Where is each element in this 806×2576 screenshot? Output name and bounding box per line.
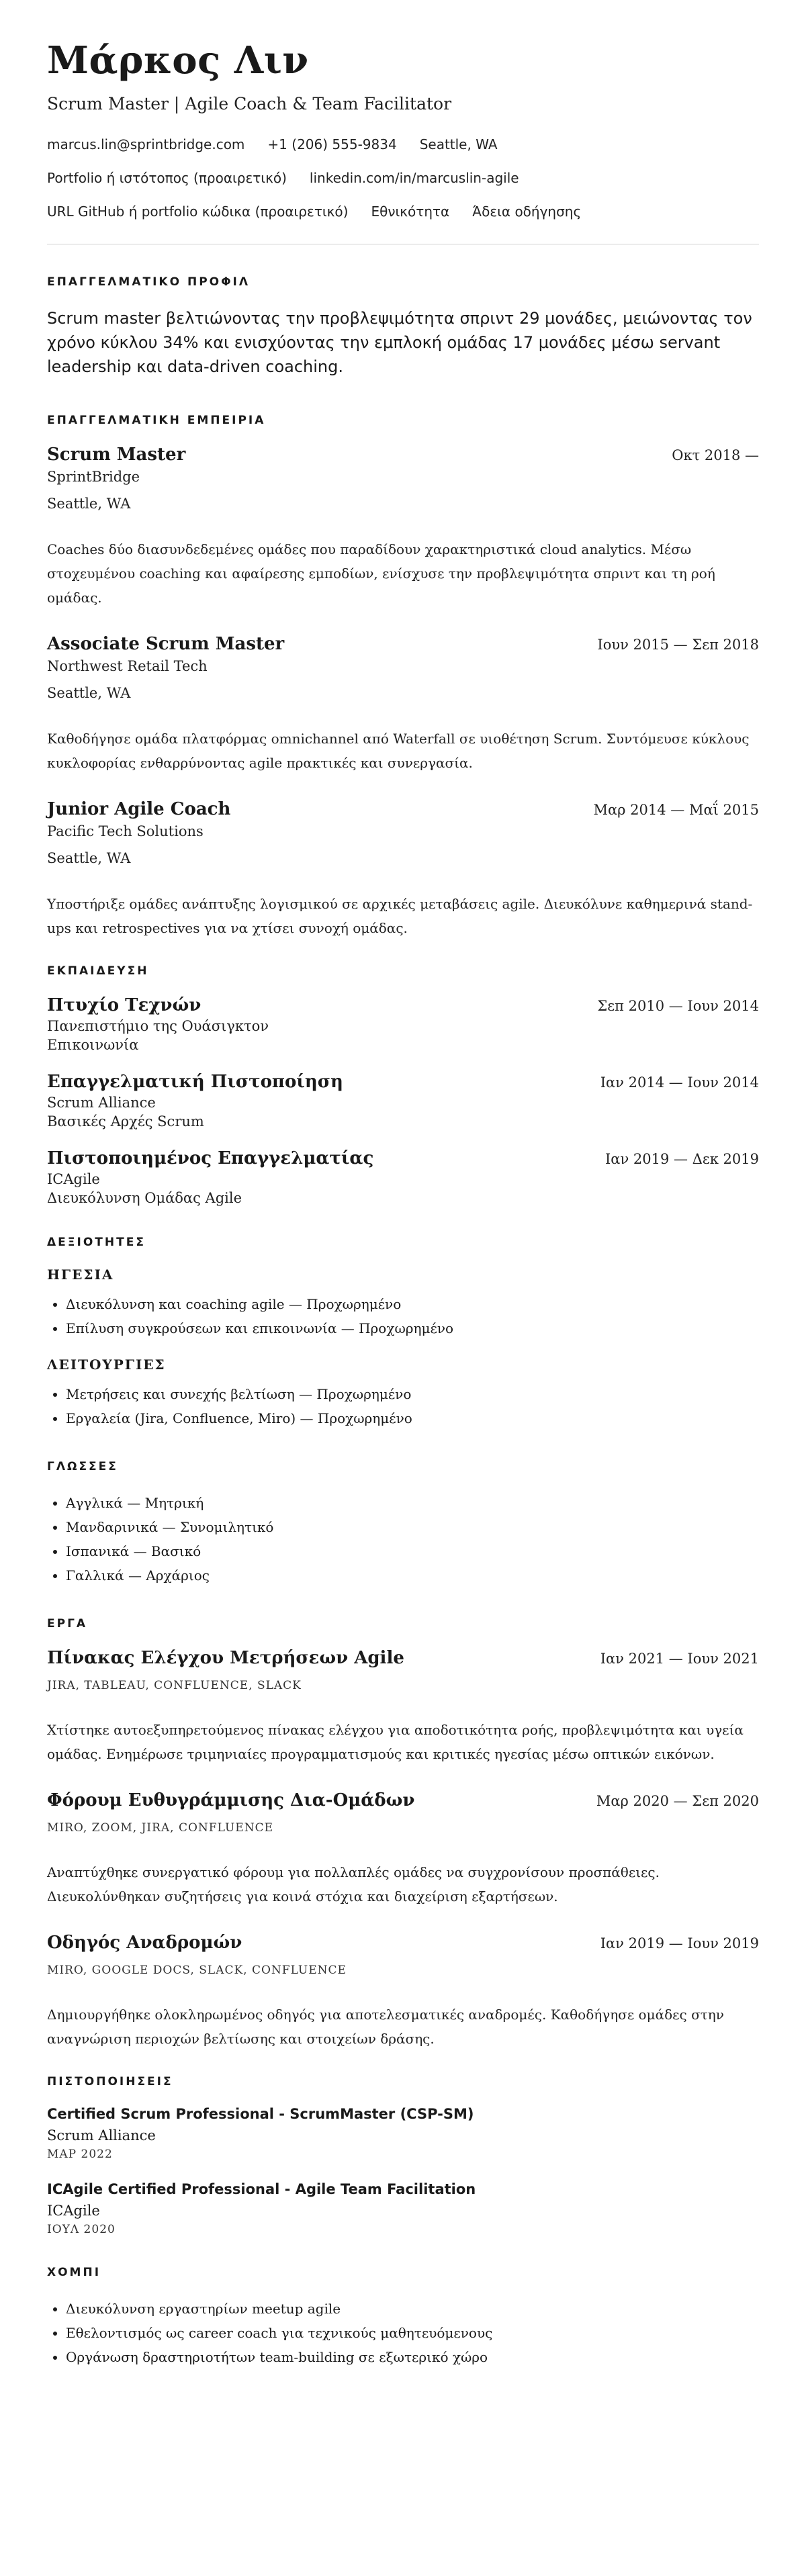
list-item: • Εθελοντισμός ως career coach για τεχνικούς μαθητευόμενους [66,2321,759,2345]
job-title: Associate Scrum Master [47,633,285,654]
skill-group-title: ΗΓΕΣΙΑ [47,1266,114,1283]
degree: Επαγγελματική Πιστοποίηση [47,1071,343,1092]
languages-section [47,1460,759,1588]
education-dates: Ιαν 2014 — Ιουν 2014 [600,1074,759,1091]
project-stack: MIRO, GOOGLE DOCS, SLACK, CONFLUENCE [47,1963,347,1977]
job-location: Seattle, WA [47,849,131,866]
project-description: Δημιουργήθηκε ολοκληρωμένος οδηγός για αποτελεσματικές αναδρομές. Καθοδήγησε ομάδες στην αναγνώριση περιοχών βελτίωσης και στοιχείων δράσης. [47,2006,724,2047]
skills-section [47,1236,759,1430]
section-title: ΕΚΠΑΙΔΕΥΣΗ [47,964,149,978]
certifications-section [47,2075,759,2236]
location: Seattle, WA [419,136,498,152]
project-item [47,1790,759,1908]
list-item: • Οργάνωση δραστηριοτήτων team-building σε εξωτερικό χώρο [66,2345,759,2369]
project-dates: Ιαν 2019 — Ιουν 2019 [600,1935,759,1951]
headline: Scrum Master | Agile Coach & Team Facilitator [47,93,452,113]
education-item [47,995,759,1053]
project-item [47,1933,759,2051]
job-location: Seattle, WA [47,495,131,512]
certification-name: ICAgile Certified Professional - Agile Team Facilitation [47,2180,476,2197]
section-title: ΕΡΓΑ [47,1616,88,1630]
experience-item [47,799,759,940]
education-section [47,964,759,1206]
list-item: • Αγγλικά — Μητρική [66,1491,759,1515]
list-item: • Ισπανικά — Βασικό [66,1539,759,1563]
list-item: • Επίλυση συγκρούσεων και επικοινωνία — Προχωρημένο [66,1316,759,1340]
list-item: • Γαλλικά — Αρχάριος [66,1563,759,1588]
profile-summary: Scrum master βελτιώνοντας την προβλεψιμότητα σπριντ 29 μονάδες, μειώνοντας τον χρόνο κύκλου 34% και ενισχύοντας την εμπλοκή ομάδας 17 μονάδες μέσω servant leadership και data-driven coaching. [47,308,752,376]
project-name: Φόρουμ Ευθυγράμμισης Δια-Ομάδων [47,1790,415,1810]
list-item: • Εργαλεία (Jira, Confluence, Miro) — Προχωρημένο [66,1406,759,1430]
field-of-study: Βασικές Αρχές Scrum [47,1113,204,1130]
project-dates: Ιαν 2021 — Ιουν 2021 [600,1650,759,1667]
job-dates: Μαρ 2014 — Μαΐ 2015 [593,801,759,818]
company: SprintBridge [47,468,140,485]
job-title: Junior Agile Coach [47,798,231,819]
certification-date: ΙΟΥΛ 2020 [47,2222,116,2236]
section-title: ΧΟΜΠΙ [47,2265,101,2279]
hobbies-section [47,2266,759,2369]
project-dates: Μαρ 2020 — Σεπ 2020 [596,1792,759,1809]
skill-list [47,1292,759,1340]
section-title: ΓΛΩΣΣΕΣ [47,1459,118,1473]
education-item [47,1072,759,1130]
linkedin-link[interactable]: linkedin.com/in/marcuslin-agile [309,169,519,186]
candidate-name: Μάρκος Λιν [47,38,309,83]
email-link[interactable]: marcus.lin@sprintbridge.com [47,136,245,152]
experience-item [47,634,759,775]
contact-row-1 [47,136,759,152]
certification-item [47,2106,759,2161]
certification-item [47,2181,759,2236]
profile-section [47,275,759,379]
degree: Πιστοποιημένος Επαγγελματίας [47,1148,374,1168]
contact-row-2 [47,170,759,186]
skill-list [47,1382,759,1430]
github-link[interactable]: URL GitHub ή portfolio κώδικα (προαιρετικό) [47,203,349,220]
nationality: Εθνικότητα [371,203,450,220]
job-description: Coaches δύο διασυνδεδεμένες ομάδες που παραδίδουν χαρακτηριστικά cloud analytics. Μέσω στοχευμένου coaching και αφαίρεσης εμποδίων, ενίσχυσε την προβλεψιμότητα σπριντ και τη ροή ομάδας. [47,541,715,606]
project-name: Οδηγός Αναδρομών [47,1932,242,1953]
degree: Πτυχίο Τεχνών [47,995,202,1015]
hobby-list [47,2297,759,2369]
contact-row-3 [47,203,759,220]
school: Πανεπιστήμιο της Ουάσιγκτον [47,1017,269,1034]
projects-section [47,1617,759,2051]
job-dates: Ιουν 2015 — Σεπ 2018 [597,636,759,653]
section-title: ΕΠΑΓΓΕΛΜΑΤΙΚΟ ΠΡΟΦΙΛ [47,275,251,289]
list-item: • Μετρήσεις και συνεχής βελτίωση — Προχωρημένο [66,1382,759,1406]
section-title: ΠΙΣΤΟΠΟΙΗΣΕΙΣ [47,2074,173,2088]
job-description: Υποστήριξε ομάδες ανάπτυξης λογισμικού σε αρχικές μεταβάσεις agile. Διευκόλυνε καθημερινά stand-ups και retrospectives για να χτίσει συνοχή ομάδας. [47,895,753,936]
list-item: • Μανδαρινικά — Συνομιλητικό [66,1515,759,1539]
field-of-study: Επικοινωνία [47,1036,139,1053]
company: Pacific Tech Solutions [47,823,204,839]
section-title: ΕΠΑΓΓΕΛΜΑΤΙΚΗ ΕΜΠΕΙΡΙΑ [47,413,266,427]
project-item [47,1648,759,1766]
list-item: • Διευκόλυνση και coaching agile — Προχωρημένο [66,1292,759,1316]
education-dates: Ιαν 2019 — Δεκ 2019 [604,1150,759,1167]
driving-license: Άδεια οδήγησης [472,203,582,220]
project-description: Αναπτύχθηκε συνεργατικό φόρουμ για πολλαπλές ομάδες να συγχρονίσουν προσπάθειες. Διευκολύνθηκαν συζητήσεις για κοινά στόχια και διαχείριση εξαρτήσεων. [47,1864,660,1904]
education-item [47,1148,759,1206]
project-stack: MIRO, ZOOM, JIRA, CONFLUENCE [47,1821,273,1835]
resume-header [47,40,759,220]
certification-issuer: Scrum Alliance [47,2127,156,2144]
job-dates: Οκτ 2018 — [672,447,759,463]
experience-section [47,414,759,940]
list-item: • Διευκόλυνση εργαστηρίων meetup agile [66,2297,759,2321]
project-name: Πίνακας Ελέγχου Μετρήσεων Agile [47,1647,404,1668]
field-of-study: Διευκόλυνση Ομάδας Agile [47,1189,242,1206]
job-description: Καθοδήγησε ομάδα πλατφόρμας omnichannel από Waterfall σε υιοθέτηση Scrum. Συντόμευσε κύκλους κυκλοφορίας ενθαρρύνοντας agile πρακτικές και συνεργασία. [47,730,750,771]
project-description: Χτίστηκε αυτοεξυπηρετούμενος πίνακας ελέγχου για αποδοτικότητα ροής, προβλεψιμότητα και υγεία ομάδας. Ενημέρωσε τριμηνιαίες προγραμματισμούς και κριτικές ηγεσίας μέσω οπτικών εικόνων. [47,1721,744,1762]
portfolio-link[interactable]: Portfolio ή ιστότοπος (προαιρετικό) [47,169,287,186]
certification-date: ΜΑΡ 2022 [47,2147,113,2161]
skill-group-title: ΛΕΙΤΟΥΡΓΙΕΣ [47,1356,166,1373]
company: Northwest Retail Tech [47,657,208,674]
language-list [47,1491,759,1588]
experience-item [47,445,759,610]
job-location: Seattle, WA [47,684,131,701]
school: ICAgile [47,1170,100,1187]
project-stack: JIRA, TABLEAU, CONFLUENCE, SLACK [47,1678,302,1692]
certification-name: Certified Scrum Professional - ScrumMaster (CSP-SM) [47,2105,474,2122]
school: Scrum Alliance [47,1094,156,1111]
section-title: ΔΕΞΙΟΤΗΤΕΣ [47,1235,146,1249]
education-dates: Σεπ 2010 — Ιουν 2014 [597,997,759,1014]
certification-issuer: ICAgile [47,2202,100,2219]
job-title: Scrum Master [47,444,186,465]
phone-link[interactable]: +1 (206) 555-9834 [267,136,397,152]
